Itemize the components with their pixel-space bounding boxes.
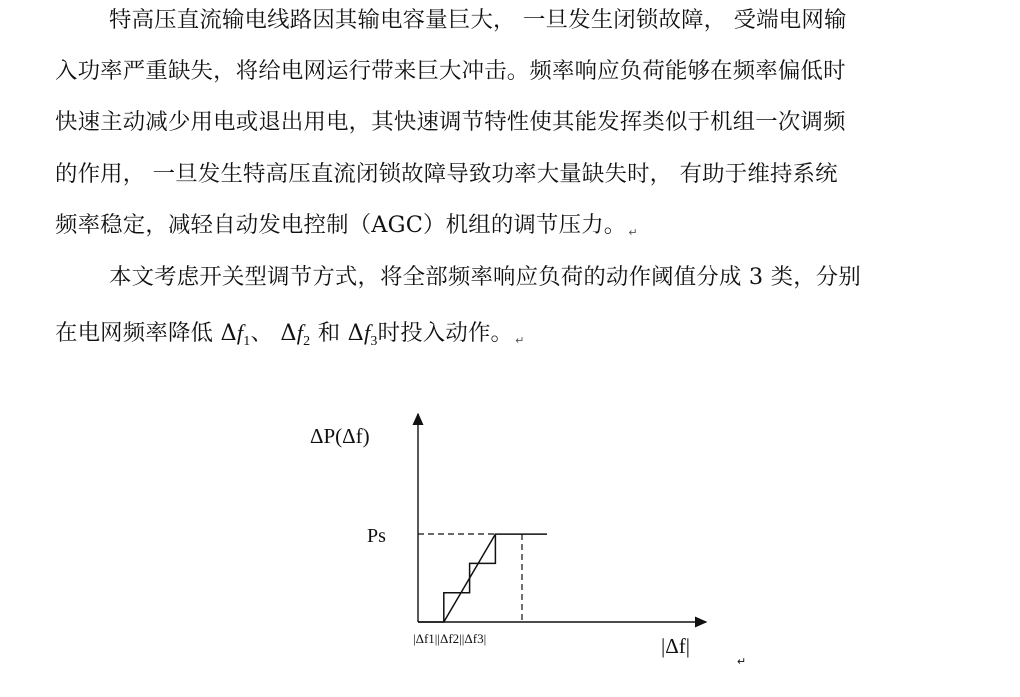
paragraph1-line4: 的作用， 一旦发生特高压直流闭锁故障导致功率大量缺失时， 有助于维持系统 [55, 161, 838, 187]
paragraph-mark: ↵ [628, 226, 638, 239]
paragraph-mark: ↵ [515, 334, 525, 347]
paragraph2-line1: 本文考虑开关型调节方式，将全部频率响应负荷的动作阈值分成 3 类，分别 [109, 264, 861, 290]
delta-f3: $\Delta f_3$ [347, 320, 378, 349]
chart-marks [418, 534, 547, 622]
delta-f1: $\Delta f_1$ [220, 320, 251, 349]
paragraph2-line2: 在电网频率降低 $\Delta f_1$、 $\Delta f_2$ 和 $\Delta f_3$时投入动作。 ↵ [55, 320, 525, 349]
step-curve [418, 534, 547, 622]
y-axis-label: ΔP(Δf) [310, 424, 370, 448]
paragraph1-line3: 快速主动减少用电或退出用电，其快速调节特性使其能发挥类似于机组一次调频 [55, 109, 846, 135]
x-tick-labels: |Δf1||Δf2||Δf3| [413, 631, 487, 646]
delta-f2: $\Delta f_2$ [280, 320, 311, 349]
paragraph1-line1: 特高压直流输电线路因其输电容量巨大， 一旦发生闭锁故障， 受端电网输 [109, 7, 847, 33]
linear-ramp [444, 534, 496, 622]
paragraph1-line2: 入功率严重缺失，将给电网运行带来巨大冲击。频率响应负荷能够在频率偏低时 [55, 58, 846, 84]
x-axis-label: |Δf| [661, 634, 690, 658]
paragraph-mark-figure: ↵ [737, 656, 747, 668]
paragraph1-line5: 频率稳定，减轻自动发电控制（AGC）机组的调节压力。 ↵ [55, 212, 638, 239]
ps-label: Ps [367, 525, 386, 547]
